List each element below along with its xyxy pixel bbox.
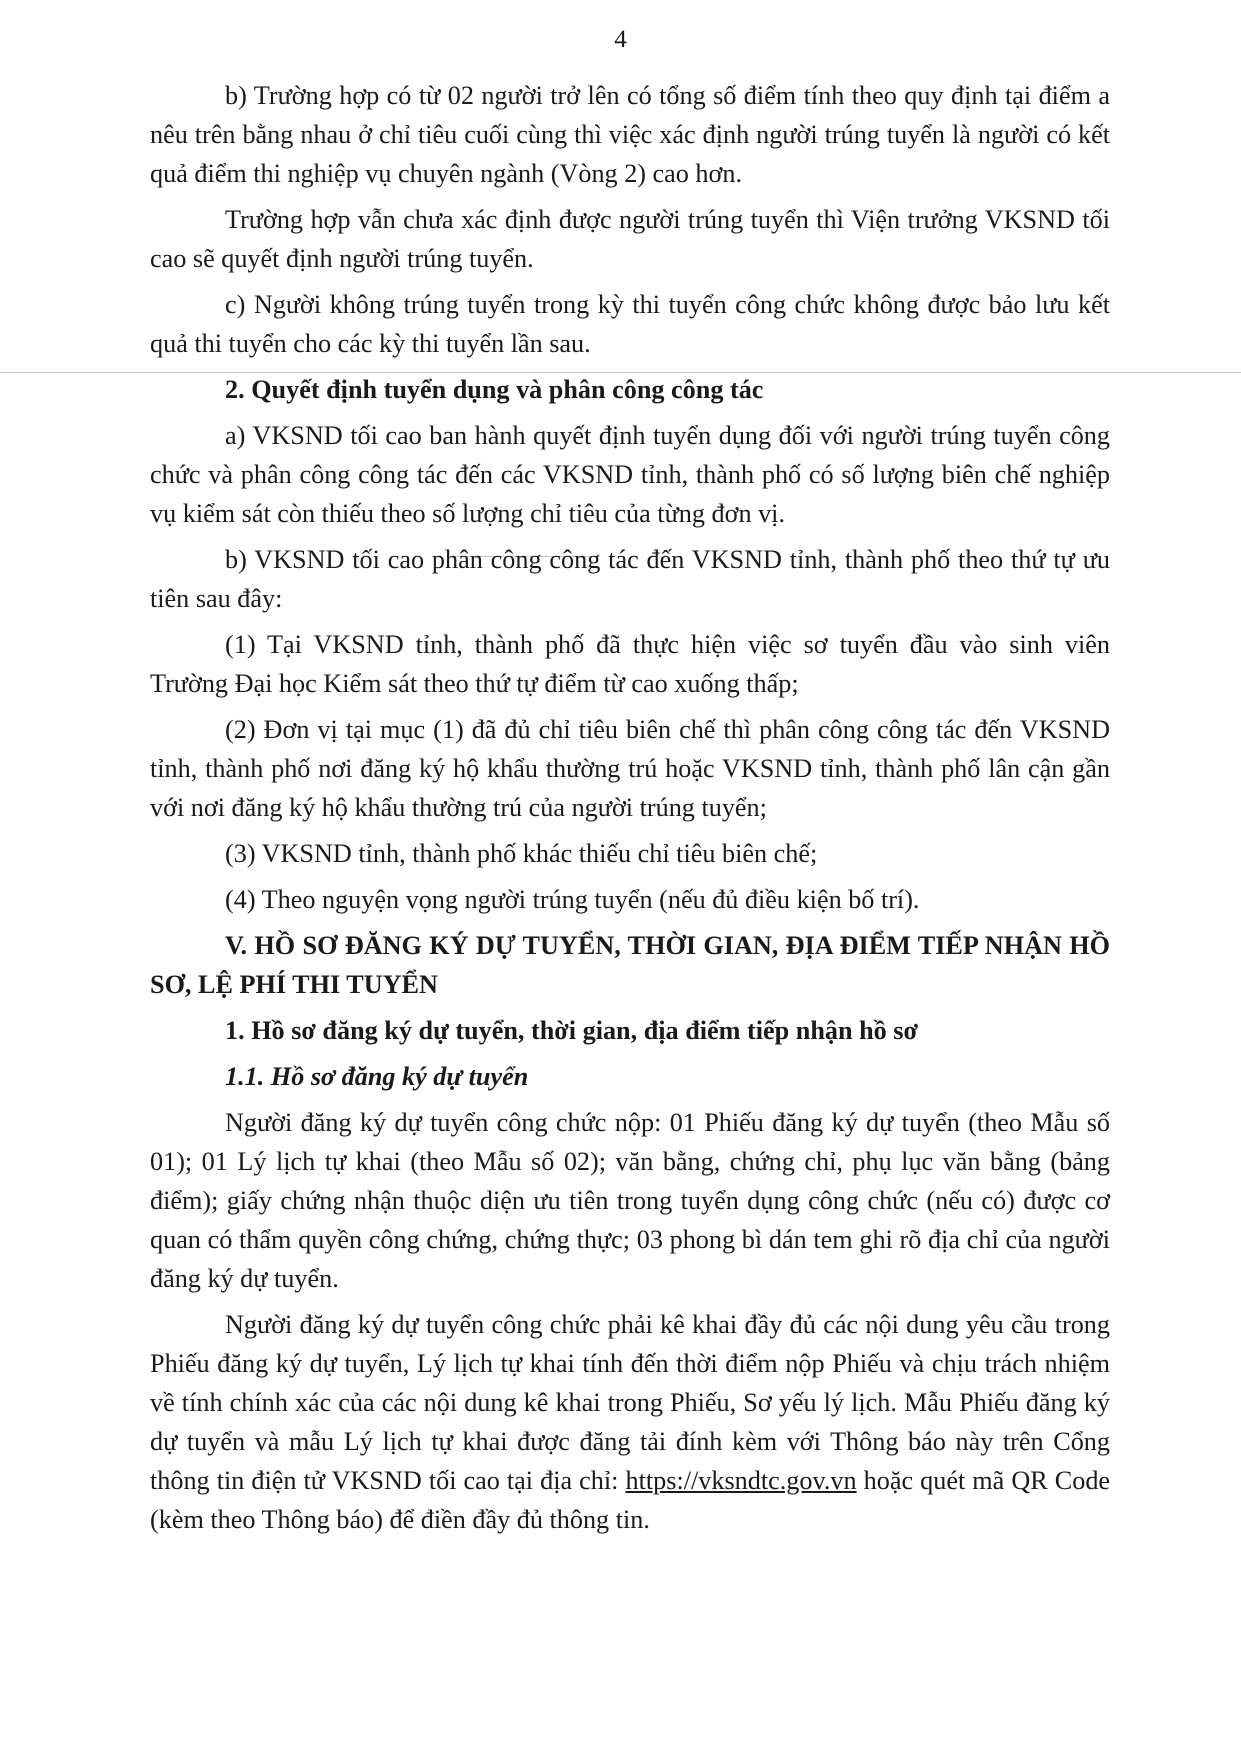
paragraph-no-reserve: c) Người không trúng tuyển trong kỳ thi tuyển công chức không được bảo lưu kết quả thi tuyển cho các kỳ thi tuyển lần sau. [150,290,1110,358]
list-item-priority-1: (1) Tại VKSND tỉnh, thành phố đã thực hiện việc sơ tuyển đầu vào sinh viên Trường Đại học Kiểm sát theo thứ tự điểm từ cao xuống thấp; [150,630,1110,698]
paragraph-director-decides: Trường hợp vẫn chưa xác định được người trúng tuyển thì Viện trưởng VKSND tối cao sẽ quyết định người trúng tuyển. [150,205,1110,273]
page-number: 4 [614,26,627,53]
paragraph-rank-tie: b) Trường hợp có từ 02 người trở lên có tổng số điểm tính theo quy định tại điểm a nêu trên bằng nhau ở chỉ tiêu cuối cùng thì việc xác định người trúng tuyển là người có kết quả điểm thi nghiệp vụ chuyên ngành (Vòng 2) cao hơn. [150,81,1110,188]
list-item-priority-4: (4) Theo nguyện vọng người trúng tuyển (nếu đủ điều kiện bố trí). [225,885,920,914]
paragraph-submission-items: Người đăng ký dự tuyển công chức nộp: 01 Phiếu đăng ký dự tuyển (theo Mẫu số 01); 01 Lý lịch tự khai (theo Mẫu số 02); văn bằng, chứng chỉ, phụ lục văn bằng (bảng điểm); giấy chứng nhận thuộc diện ưu tiên trong tuyển dụng công chức (nếu có) được cơ quan có thẩm quyền công chứng, chứng thực; 03 phong bì dán tem ghi rõ địa chỉ của người đăng ký dự tuyển. [150,1108,1110,1293]
subheading-application-file: 1.1. Hồ sơ đăng ký dự tuyển [225,1062,529,1091]
paragraph-assignment-priority: b) VKSND tối cao phân công công tác đến VKSND tỉnh, thành phố theo thứ tự ưu tiên sau đây: [150,545,1110,613]
list-item-priority-2: (2) Đơn vị tại mục (1) đã đủ chỉ tiêu biên chế thì phân công công tác đến VKSND tỉnh, thành phố nơi đăng ký hộ khẩu thường trú hoặc VKSND tỉnh, thành phố lân cận gần với nơi đăng ký hộ khẩu thường trú của người trúng tuyển; [150,715,1110,822]
paragraph-declaration-requirements [150,1305,1110,1539]
heading-recruitment-decision: 2. Quyết định tuyển dụng và phân công công tác [225,375,764,404]
list-item-priority-3: (3) VKSND tỉnh, thành phố khác thiếu chỉ tiêu biên chế; [225,839,818,868]
website-link[interactable]: https://vksndtc.gov.vn [625,1466,857,1495]
document-body [150,76,1110,1546]
paragraph-issue-decision: a) VKSND tối cao ban hành quyết định tuyển dụng đối với người trúng tuyển công chức và phân công công tác đến các VKSND tỉnh, thành phố có số lượng biên chế nghiệp vụ kiểm sát còn thiếu theo số lượng chỉ tiêu của từng đơn vị. [150,421,1110,528]
declaration-text-end: hoặc quét mã QR Code (kèm theo Thông báo) để điền đầy đủ thông tin. [150,1466,1111,1534]
heading-application-documents: 1. Hồ sơ đăng ký dự tuyển, thời gian, địa điểm tiếp nhận hồ sơ [225,1016,918,1045]
declaration-text: Người đăng ký dự tuyển công chức phải kê khai đầy đủ các nội dung yêu cầu trong Phiếu đăng ký dự tuyển, Lý lịch tự khai tính đến thời điểm nộp Phiếu và chịu trách nhiệm về tính chính xác của các nội dung kê khai trong Phiếu, Sơ yếu lý lịch. Mẫu Phiếu đăng ký dự tuyển và mẫu Lý lịch tự khai được đăng tải đính kèm với Thông báo này trên Cổng thông tin điện tử VKSND tối cao tại địa chỉ: [150,1310,1110,1495]
heading-section-v: V. HỒ SƠ ĐĂNG KÝ DỰ TUYỂN, THỜI GIAN, ĐỊA ĐIỂM TIẾP NHẬN HỒ SƠ, LỆ PHÍ THI TUYỂN [150,931,1110,999]
